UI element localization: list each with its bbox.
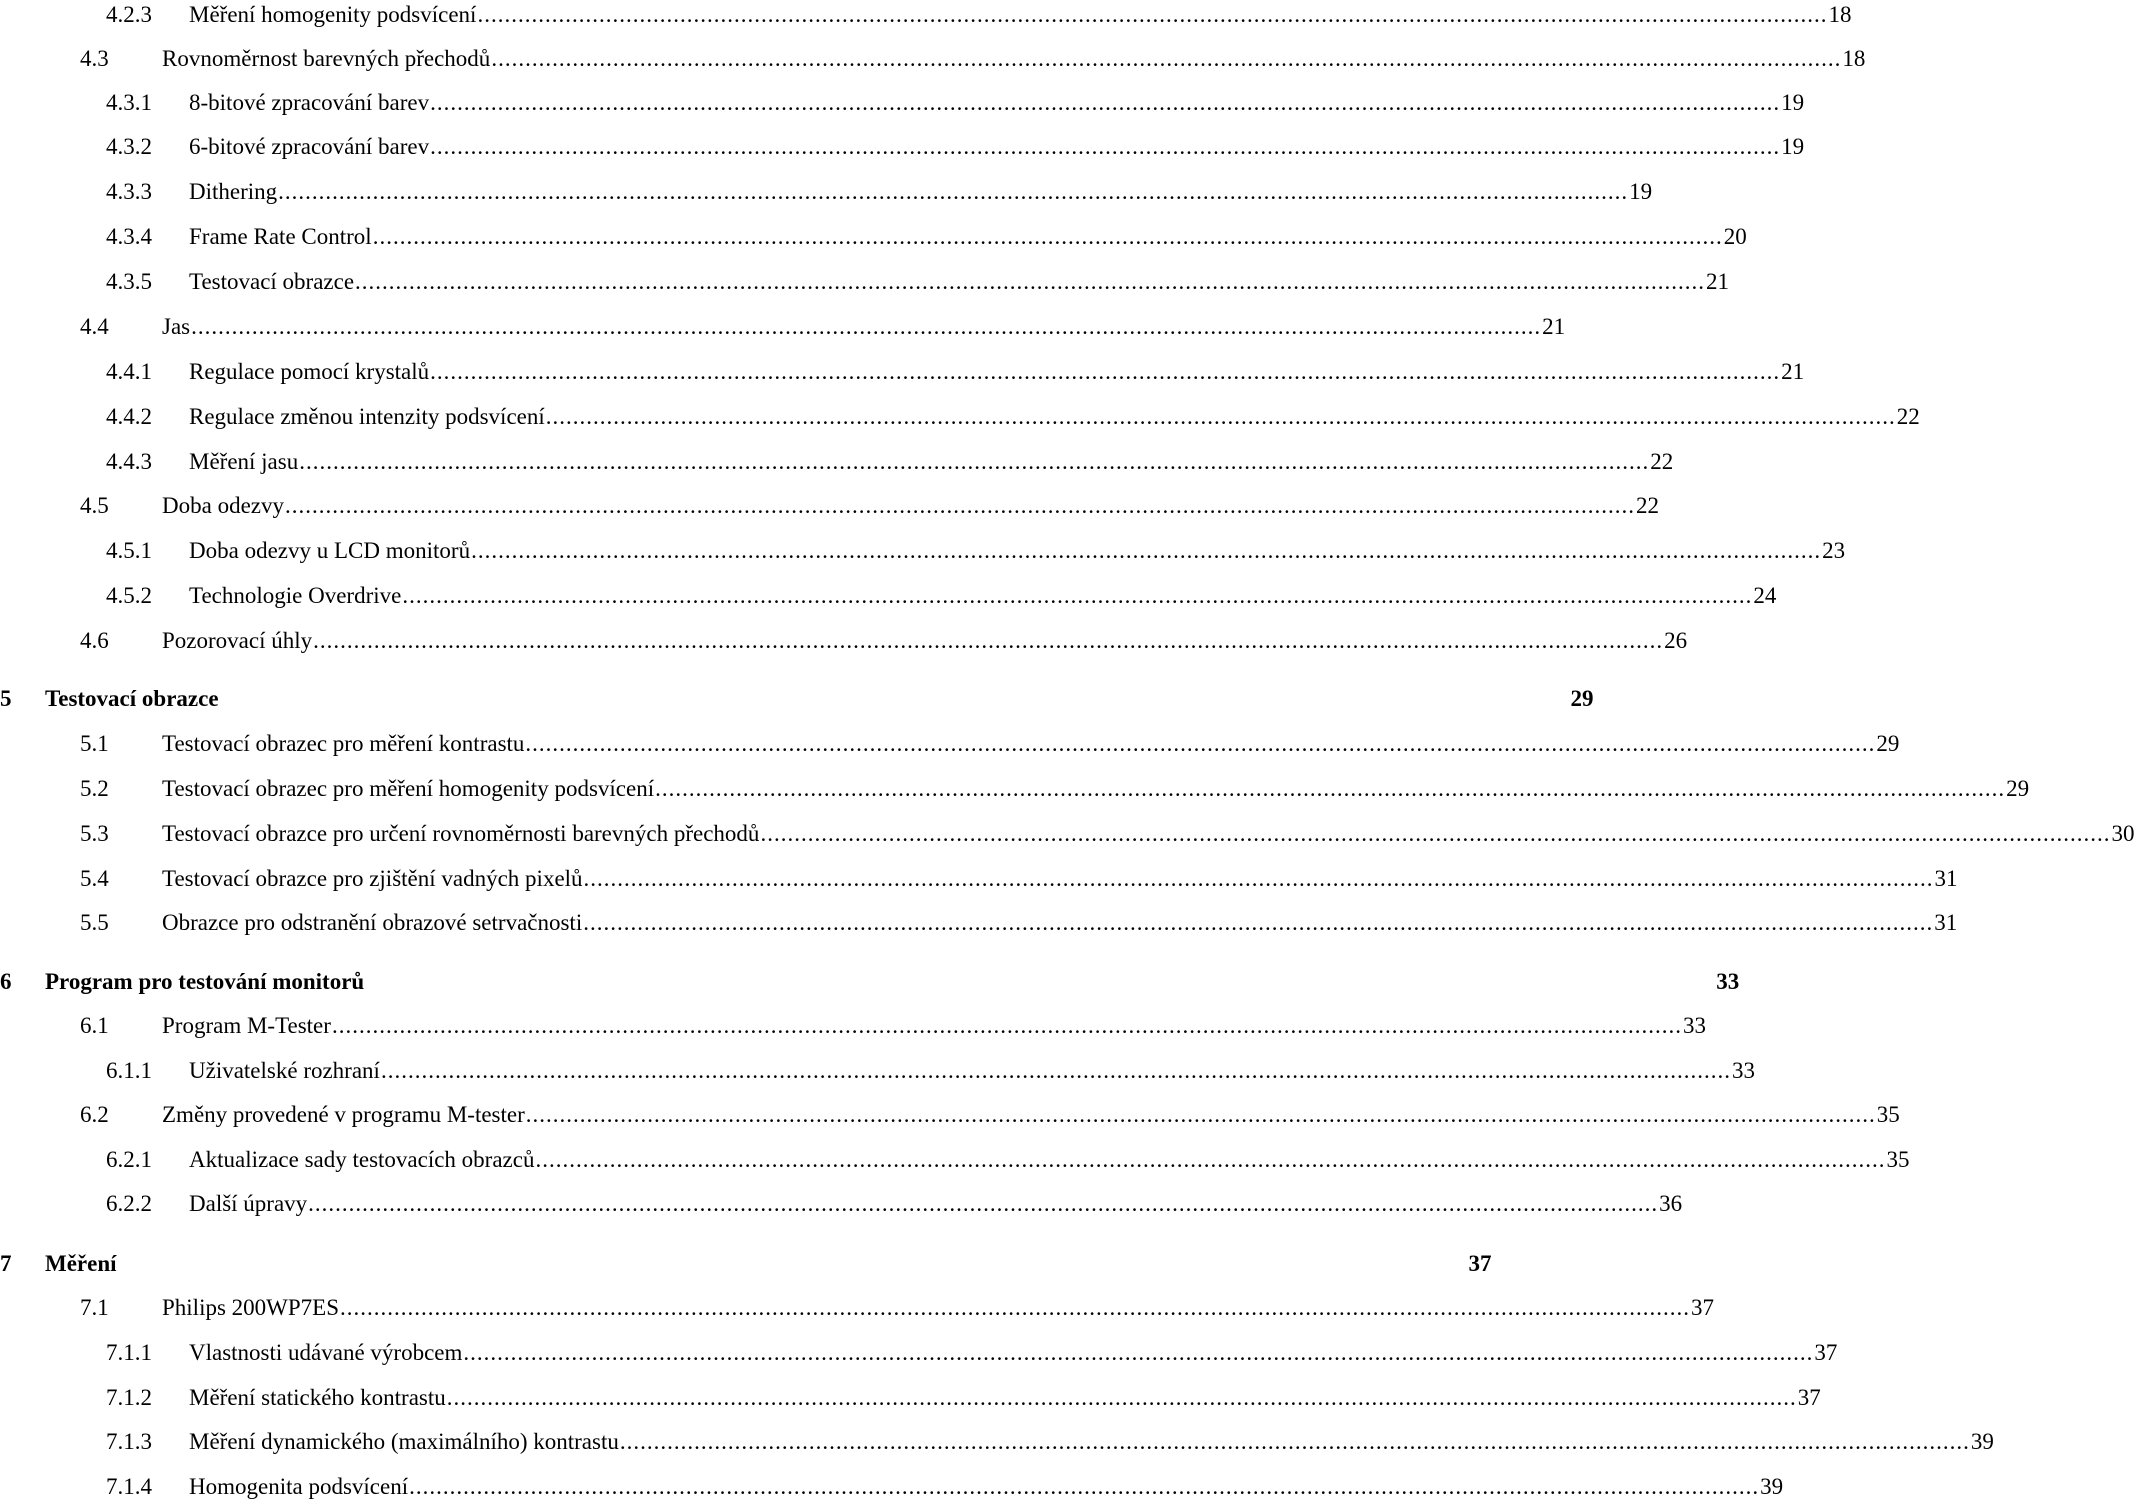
toc-entry-page-number: 21 bbox=[1781, 359, 1805, 384]
toc-entry-page-number: 30 bbox=[2111, 821, 2134, 846]
toc-entry-page-number: 18 bbox=[1842, 46, 1866, 71]
toc-entry-title: Měření jasu bbox=[189, 449, 299, 474]
toc-entry-page-number: 19 bbox=[1629, 179, 1653, 204]
toc-entry-number: 4.2.3 bbox=[106, 2, 152, 27]
dot-leader: ........................................................................................................................................................................................................ bbox=[380, 1058, 1731, 1083]
toc-entry[interactable] bbox=[0, 132, 1805, 162]
toc-entry-page-number: 21 bbox=[1706, 269, 1730, 294]
toc-entry[interactable] bbox=[0, 729, 1900, 759]
toc-entry-number: 7 bbox=[0, 1251, 12, 1276]
toc-entry-page-number: 33 bbox=[1682, 1013, 1706, 1038]
toc-entry-page-number: 22 bbox=[1636, 493, 1659, 518]
toc-entry-number: 4.4.2 bbox=[106, 404, 152, 429]
toc-entry-number: 4.4.1 bbox=[106, 359, 152, 384]
toc-entry-number: 4.3.4 bbox=[106, 224, 152, 249]
toc-entry-title: Měření homogenity podsvícení bbox=[189, 2, 477, 27]
toc-entry-number: 4.4 bbox=[80, 314, 109, 339]
dot-leader: ........................................................................................................................................................................................................ bbox=[760, 821, 2111, 846]
dot-leader: ........................................................................................................................................................................................................ bbox=[583, 866, 1934, 891]
dot-leader: ........................................................................................................................................................................................................ bbox=[545, 404, 1896, 429]
toc-entry[interactable] bbox=[0, 1383, 1821, 1413]
toc-entry-title: Měření dynamického (maximálního) kontrastu bbox=[189, 1429, 619, 1454]
dot-leader: ........................................................................................................................................................................................................ bbox=[299, 449, 1650, 474]
toc-entry-page-number: 29 bbox=[2006, 776, 2030, 801]
toc-entry[interactable] bbox=[0, 1100, 1900, 1130]
toc-entry-page-number: 31 bbox=[1934, 910, 1958, 935]
toc-entry-title: Další úpravy bbox=[189, 1191, 308, 1216]
toc-entry-page-number: 39 bbox=[1760, 1474, 1784, 1499]
dot-leader: ........................................................................................................................................................................................................ bbox=[619, 1429, 1970, 1454]
toc-entry-page-number: 37 bbox=[1814, 1340, 1838, 1365]
toc-entry-title: Aktualizace sady testovacích obrazců bbox=[189, 1147, 535, 1172]
toc-entry-number: 6.2 bbox=[80, 1102, 109, 1127]
toc-entry[interactable] bbox=[0, 1293, 1715, 1323]
toc-entry-page-number: 37 bbox=[1691, 1295, 1715, 1320]
toc-entry-page-number: 23 bbox=[1822, 538, 1846, 563]
toc-entry-number: 7.1.2 bbox=[106, 1385, 152, 1410]
toc-entry-number: 7.1.4 bbox=[106, 1474, 152, 1499]
toc-entry-title: Měření statického kontrastu bbox=[189, 1385, 446, 1410]
toc-entry[interactable] bbox=[0, 626, 1688, 656]
toc-entry-title: Testovací obrazec pro měření kontrastu bbox=[162, 731, 525, 756]
toc-entry-title: Obrazce pro odstranění obrazové setrvačnosti bbox=[162, 910, 583, 935]
dot-leader: ........................................................................................................................................................................................................ bbox=[430, 90, 1781, 115]
dot-leader: ........................................................................................................................................................................................................ bbox=[409, 1474, 1760, 1499]
dot-leader: ........................................................................................................................................................................................................ bbox=[525, 1102, 1876, 1127]
toc-entry-page-number: 24 bbox=[1753, 583, 1777, 608]
toc-entry-number: 5.3 bbox=[80, 821, 109, 846]
toc-entry-title: Změny provedené v programu M-tester bbox=[162, 1102, 525, 1127]
dot-leader: ........................................................................................................................................................................................................ bbox=[402, 583, 1753, 608]
toc-entry[interactable] bbox=[0, 1145, 1910, 1175]
dot-leader: ........................................................................................................................................................................................................ bbox=[340, 1295, 1691, 1320]
toc-entry-page-number: 33 bbox=[1731, 1058, 1755, 1083]
toc-entry[interactable] bbox=[0, 447, 1674, 477]
toc-entry[interactable] bbox=[0, 1011, 1706, 1041]
toc-entry[interactable] bbox=[0, 819, 2134, 849]
toc-entry-number: 4.3.3 bbox=[106, 179, 152, 204]
dot-leader: ........................................................................................................................................................................................................ bbox=[308, 1191, 1659, 1216]
dot-leader: ........................................................................................................................................................................................................ bbox=[430, 359, 1781, 384]
toc-entry-number: 4.3.5 bbox=[106, 269, 152, 294]
toc-entry-number: 5.2 bbox=[80, 776, 109, 801]
toc-entry-page-number: 29 bbox=[1570, 686, 1594, 711]
toc-entry[interactable] bbox=[0, 864, 1958, 894]
toc-entry-number: 6.1.1 bbox=[106, 1058, 152, 1083]
dot-leader: ........................................................................................................................................................................................................ bbox=[535, 1147, 1886, 1172]
toc-entry-title: Regulace změnou intenzity podsvícení bbox=[189, 404, 545, 429]
dot-leader: ........................................................................................................................................................................................................ bbox=[471, 538, 1822, 563]
toc-chapter-entry[interactable] bbox=[0, 684, 1594, 714]
toc-entry-number: 4.3.1 bbox=[106, 90, 152, 115]
toc-entry[interactable] bbox=[0, 0, 1852, 30]
toc-entry-title: Program M-Tester bbox=[162, 1013, 331, 1038]
dot-leader: ........................................................................................................................................................................................................ bbox=[446, 1385, 1797, 1410]
dot-leader: ........................................................................................................................................................................................................ bbox=[583, 910, 1934, 935]
toc-entry[interactable] bbox=[0, 88, 1805, 118]
toc-entry-page-number: 22 bbox=[1896, 404, 1920, 429]
toc-entry-number: 4.3.2 bbox=[106, 134, 152, 159]
toc-entry-page-number: 35 bbox=[1876, 1102, 1900, 1127]
toc-chapter-entry[interactable] bbox=[0, 967, 1740, 997]
toc-entry[interactable] bbox=[0, 312, 1566, 342]
toc-entry[interactable] bbox=[0, 1472, 1784, 1502]
toc-entry-page-number: 22 bbox=[1650, 449, 1674, 474]
toc-entry-number: 5.5 bbox=[80, 910, 109, 935]
toc-entry-number: 6.2.1 bbox=[106, 1147, 152, 1172]
toc-entry-page-number: 26 bbox=[1664, 628, 1688, 653]
toc-entry-title: Měření bbox=[45, 1251, 117, 1276]
toc-entry[interactable] bbox=[0, 1338, 1838, 1368]
toc-entry-title: Pozorovací úhly bbox=[162, 628, 313, 653]
toc-entry-title: Testovací obrazce bbox=[189, 269, 355, 294]
toc-entry-number: 4.5 bbox=[80, 493, 109, 518]
toc-entry-page-number: 39 bbox=[1970, 1429, 1994, 1454]
toc-entry-number: 7.1 bbox=[80, 1295, 109, 1320]
toc-entry-number: 5.1 bbox=[80, 731, 109, 756]
toc-entry-page-number: 31 bbox=[1934, 866, 1958, 891]
dot-leader: ........................................................................................................................................................................................................ bbox=[491, 46, 1842, 71]
toc-entry-title: Program pro testování monitorů bbox=[45, 969, 365, 994]
toc-entry[interactable] bbox=[0, 177, 1653, 207]
toc-entry-page-number: 37 bbox=[1797, 1385, 1821, 1410]
toc-entry-number: 6.2.2 bbox=[106, 1191, 152, 1216]
toc-entry[interactable] bbox=[0, 581, 1777, 611]
toc-entry[interactable] bbox=[0, 491, 1659, 521]
toc-entry-number: 7.1.1 bbox=[106, 1340, 152, 1365]
toc-entry[interactable] bbox=[0, 267, 1730, 297]
dot-leader: ........................................................................................................................................................................................................ bbox=[331, 1013, 1682, 1038]
dot-leader: ........................................................................................................................................................................................................ bbox=[430, 134, 1781, 159]
toc-entry-title: Philips 200WP7ES bbox=[162, 1295, 340, 1320]
toc-entry-page-number: 18 bbox=[1828, 2, 1852, 27]
toc-entry-title: Doba odezvy bbox=[162, 493, 284, 518]
dot-leader: ........................................................................................................................................................................................................ bbox=[355, 269, 1706, 294]
toc-entry[interactable] bbox=[0, 402, 1920, 432]
toc-entry-title: Vlastnosti udávané výrobcem bbox=[189, 1340, 463, 1365]
toc-entry[interactable] bbox=[0, 1427, 1994, 1457]
toc-entry[interactable] bbox=[0, 44, 1866, 74]
toc-entry[interactable] bbox=[0, 222, 1747, 252]
toc-entry-page-number: 21 bbox=[1542, 314, 1566, 339]
toc-entry-page-number: 33 bbox=[1716, 969, 1740, 994]
toc-entry-page-number: 20 bbox=[1723, 224, 1747, 249]
dot-leader: ........................................................................................................................................................................................................ bbox=[372, 224, 1723, 249]
toc-entry-page-number: 19 bbox=[1781, 90, 1805, 115]
toc-entry-title: Uživatelské rozhraní bbox=[189, 1058, 380, 1083]
dot-leader: ........................................................................................................................................................................................................ bbox=[278, 179, 1629, 204]
dot-leader: ........................................................................................................................................................................................................ bbox=[655, 776, 2006, 801]
toc-entry-page-number: 29 bbox=[1876, 731, 1900, 756]
toc-entry-title: Testovací obrazec pro měření homogenity podsvícení bbox=[162, 776, 655, 801]
toc-entry-number: 6.1 bbox=[80, 1013, 109, 1038]
toc-entry[interactable] bbox=[0, 357, 1805, 387]
dot-leader: ........................................................................................................................................................................................................ bbox=[525, 731, 1876, 756]
toc-entry[interactable] bbox=[0, 908, 1958, 938]
toc-entry-number: 4.4.3 bbox=[106, 449, 152, 474]
toc-entry-number: 5.4 bbox=[80, 866, 109, 891]
toc-entry-number: 4.5.1 bbox=[106, 538, 152, 563]
toc-entry-number: 7.1.3 bbox=[106, 1429, 152, 1454]
toc-entry-title: Testovací obrazce pro určení rovnoměrnosti barevných přechodů bbox=[162, 821, 760, 846]
toc-entry-title: Testovací obrazce bbox=[45, 686, 219, 711]
toc-entry-number: 5 bbox=[0, 686, 12, 711]
toc-entry-title: Homogenita podsvícení bbox=[189, 1474, 409, 1499]
toc-entry[interactable] bbox=[0, 1056, 1755, 1086]
toc-entry-title: Technologie Overdrive bbox=[189, 583, 402, 608]
toc-entry-number: 6 bbox=[0, 969, 12, 994]
toc-entry-number: 4.6 bbox=[80, 628, 109, 653]
toc-entry-number: 4.5.2 bbox=[106, 583, 152, 608]
toc-entry-title: Doba odezvy u LCD monitorů bbox=[189, 538, 471, 563]
toc-entry-page-number: 37 bbox=[1468, 1251, 1492, 1276]
dot-leader: ........................................................................................................................................................................................................ bbox=[463, 1340, 1814, 1365]
toc-entry-title: Jas bbox=[162, 314, 191, 339]
toc-entry-title: Testovací obrazce pro zjištění vadných pixelů bbox=[162, 866, 583, 891]
dot-leader: ........................................................................................................................................................................................................ bbox=[191, 314, 1542, 339]
toc-entry-number: 4.3 bbox=[80, 46, 109, 71]
toc-entry-title: 6-bitové zpracování barev bbox=[189, 134, 430, 159]
toc-entry-title: Dithering bbox=[189, 179, 278, 204]
toc-chapter-entry[interactable] bbox=[0, 1249, 1492, 1279]
dot-leader: ........................................................................................................................................................................................................ bbox=[285, 493, 1635, 518]
dot-leader: ........................................................................................................................................................................................................ bbox=[477, 2, 1828, 27]
toc-entry-page-number: 36 bbox=[1659, 1191, 1683, 1216]
toc-entry-title: Rovnoměrnost barevných přechodů bbox=[162, 46, 491, 71]
toc-entry-page-number: 19 bbox=[1781, 134, 1805, 159]
toc-entry[interactable] bbox=[0, 1189, 1683, 1219]
toc-entry[interactable] bbox=[0, 536, 1846, 566]
toc-entry-title: Regulace pomocí krystalů bbox=[189, 359, 430, 384]
dot-leader: ........................................................................................................................................................................................................ bbox=[313, 628, 1664, 653]
toc-entry-page-number: 35 bbox=[1886, 1147, 1910, 1172]
toc-entry[interactable] bbox=[0, 774, 2030, 804]
toc-entry-title: 8-bitové zpracování barev bbox=[189, 90, 430, 115]
toc-entry-title: Frame Rate Control bbox=[189, 224, 372, 249]
